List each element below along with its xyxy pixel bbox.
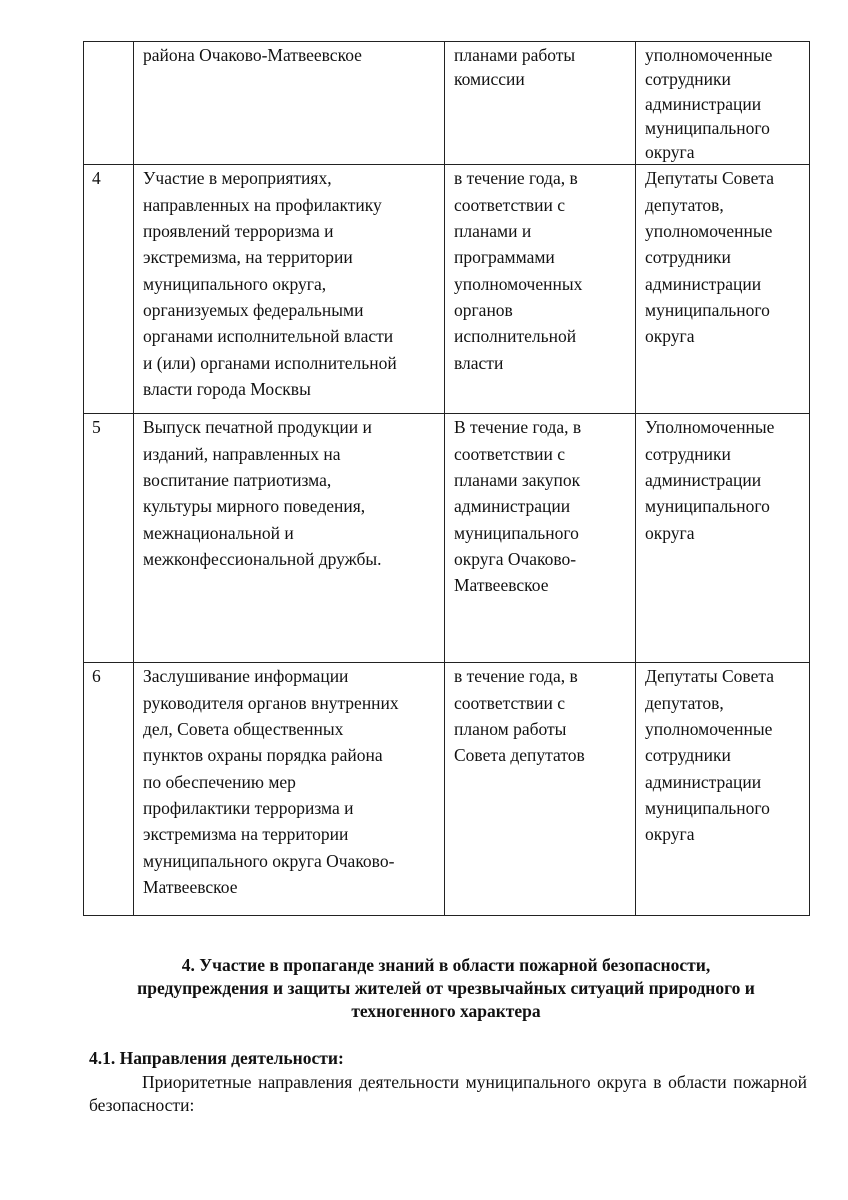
period-cell (445, 42, 636, 165)
event-cell (134, 42, 445, 165)
row-number: 6 (92, 666, 101, 687)
responsible-text: Депутаты Совета депутатов, уполномоченные сотрудники администрации муниципального округа (645, 168, 774, 347)
event-text: Выпуск печатной продукции и изданий, направленных на воспитание патриотизма, культуры мирного поведения, межнациональной и межконфессиональной дружбы. (143, 417, 382, 569)
table-row (84, 42, 810, 165)
event-cell (134, 165, 445, 414)
event-cell (134, 663, 445, 916)
event-text: района Очаково-Матвеевское (143, 45, 362, 65)
period-text: В течение года, в соответствии с планами закупок администрации муниципального округа Очаково- Матвеевское (454, 417, 582, 596)
responsible-text: Уполномоченные сотрудники администрации муниципального округа (645, 417, 775, 543)
period-text: планами работы комиссии (454, 45, 576, 90)
row-number-cell (84, 165, 134, 414)
subsection-heading: 4.1. Направления деятельности: (89, 1048, 344, 1068)
period-text: в течение года, в соответствии с планом работы Совета депутатов (454, 666, 585, 766)
row-number: 5 (92, 417, 101, 438)
section-heading: 4. Участие в пропаганде знаний в области пожарной безопасности, предупреждения и защиты жителей от чрезвычайных ситуаций природного и техногенного характера (137, 955, 755, 1021)
row-number: 4 (92, 168, 101, 189)
responsible-cell (636, 663, 810, 916)
row-number-cell (84, 663, 134, 916)
period-cell (445, 414, 636, 663)
table-row (84, 663, 810, 916)
body-paragraph: Приоритетные направления деятельности муниципального округа в области пожарной безопасности: (89, 1072, 807, 1115)
responsible-cell (636, 42, 810, 165)
event-text: Участие в мероприятиях, направленных на профилактику проявлений терроризма и экстремизма, на территории муниципального округа, организуемых федеральными органами исполнительной власти и (или) органами исполнительной власти города Москвы (143, 168, 397, 399)
table-row (84, 165, 810, 414)
responsible-cell (636, 165, 810, 414)
event-text: Заслушивание информации руководителя органов внутренних дел, Совета общественных пунктов охраны порядка района по обеспечению мер профилактики терроризма и экстремизма на территории муниципального округа Очаково- Матвеевское (143, 666, 399, 897)
row-number-cell (84, 42, 134, 165)
plan-table (83, 41, 810, 916)
responsible-cell (636, 414, 810, 663)
period-text: в течение года, в соответствии с планами и программами уполномоченных органов исполнительной власти (454, 168, 583, 373)
table-row (84, 414, 810, 663)
responsible-text: уполномоченные сотрудники администрации муниципального округа (645, 45, 773, 163)
period-cell (445, 165, 636, 414)
responsible-text: Депутаты Совета депутатов, уполномоченные сотрудники администрации муниципального округа (645, 666, 774, 845)
period-cell (445, 663, 636, 916)
row-number-cell (84, 414, 134, 663)
event-cell (134, 414, 445, 663)
